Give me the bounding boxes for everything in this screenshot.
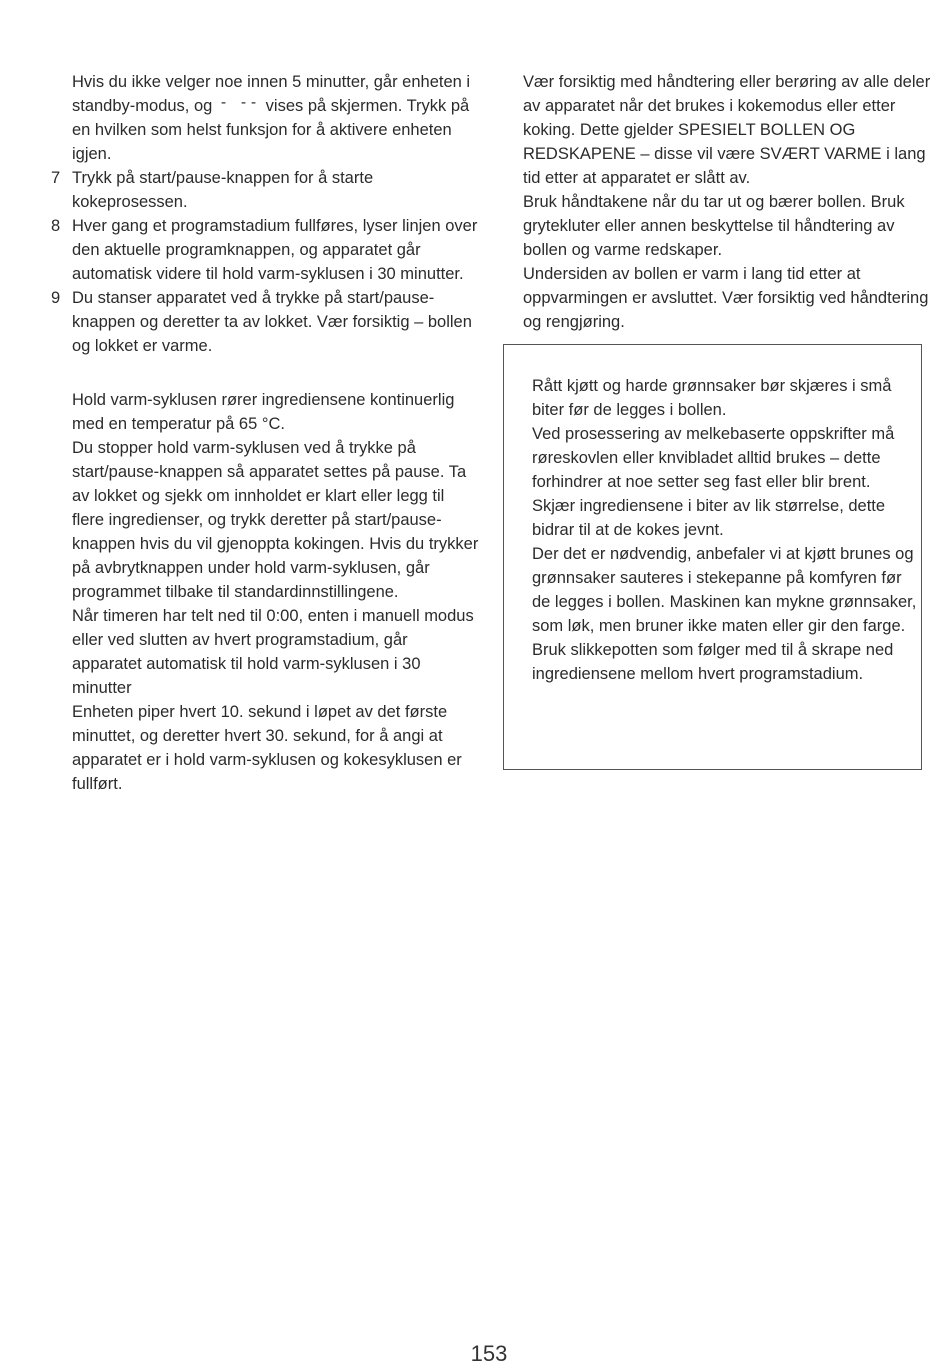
tips-box <box>503 344 922 770</box>
standby-paragraph <box>48 70 480 166</box>
step-text: Hver gang et programstadium fullføres, lyser linjen over den aktuelle programknappen, og apparatet går automatisk videre til hold varm-syklusen i 30 minutter. <box>72 217 478 283</box>
step-9 <box>48 286 480 358</box>
keepwarm-paragraph: Enheten piper hvert 10. sekund i løpet av det første minuttet, og deretter hvert 30. sekund, for å angi at apparatet er i hold varm-syklusen og kokesyklusen er fullført. <box>72 703 462 793</box>
section-spacer <box>48 358 480 388</box>
right-column <box>523 70 933 334</box>
step-number: 9 <box>51 289 61 307</box>
step-number: 7 <box>51 169 61 187</box>
step-7 <box>48 166 480 214</box>
standby-text-before: Hvis du ikke velger noe innen 5 minutter, går enheten i standby-modus, og <box>72 73 471 115</box>
tip-paragraph: Rått kjøtt og harde grønnsaker bør skjæres i små biter før de legges i bollen. <box>532 377 892 419</box>
left-column <box>48 70 480 796</box>
step-text: Du stanser apparatet ved å trykke på start/pause-knappen og deretter ta av lokket. Vær forsiktig – bollen og lokket er varme. <box>72 289 472 355</box>
step-text: Trykk på start/pause-knappen for å starte kokeprosessen. <box>72 169 374 211</box>
standby-text-after: vises på skjermen. Trykk på en hvilken som helst funksjon for å aktivere enheten igjen. <box>72 97 470 163</box>
keepwarm-paragraph: Du stopper hold varm-syklusen ved å trykke på start/pause-knappen så apparatet settes på pause. Ta av lokket og sjekk om innholdet er klart eller legg til flere ingredienser, og trykk deretter på start/pause-knappen hvis du vil gjenoppta kokingen. Hvis du trykker på avbrytknappen under hold varm-syklusen, går programmet tilbake til standardinnstillingene. <box>72 439 479 601</box>
standby-display-symbol: - -- <box>218 93 260 111</box>
page-number: 153 <box>470 1341 508 1366</box>
keepwarm-paragraph: Når timeren har telt ned til 0:00, enten i manuell modus eller ved slutten av hvert programstadium, går apparatet automatisk til hold varm-syklusen i 30 minutter <box>72 607 474 697</box>
tip-paragraph: Ved prosessering av melkebaserte oppskrifter må røreskovlen eller knvibladet alltid brukes – dette forhindrer at noe setter seg fast eller blir brent. <box>532 425 895 491</box>
step-8 <box>48 214 480 286</box>
keepwarm-paragraph: Hold varm-syklusen rører ingrediensene kontinuerlig med en temperatur på 65 °C. <box>72 391 455 433</box>
tips-list <box>532 374 920 686</box>
tip-paragraph: Bruk slikkepotten som følger med til å skrape ned ingrediensene mellom hvert programstadium. <box>532 641 894 683</box>
tip-paragraph: Skjær ingrediensene i biter av lik størrelse, dette bidrar til at de kokes jevnt. <box>532 497 886 539</box>
warning-paragraph: Undersiden av bollen er varm i lang tid etter at oppvarmingen er avsluttet. Vær forsiktig ved håndtering og rengjøring. <box>523 265 929 331</box>
warning-paragraph: Bruk håndtakene når du tar ut og bærer bollen. Bruk grytekluter eller annen beskyttelse til håndtering av bollen og varme redskaper. <box>523 193 905 259</box>
warning-paragraph: Vær forsiktig med håndtering eller berøring av alle deler av apparatet når det brukes i kokemodus eller etter koking. Dette gjelder SPESIELT BOLLEN OG REDSKAPENE – disse vil være SVÆRT VARME i lang tid etter at apparatet er slått av. <box>523 73 931 187</box>
step-number: 8 <box>51 217 61 235</box>
tip-paragraph: Der det er nødvendig, anbefaler vi at kjøtt brunes og grønnsaker sauteres i stekepanne på komfyren før de legges i bollen. Maskinen kan mykne grønnsaker, som løk, men bruner ikke maten eller gir den farge. <box>532 545 917 635</box>
